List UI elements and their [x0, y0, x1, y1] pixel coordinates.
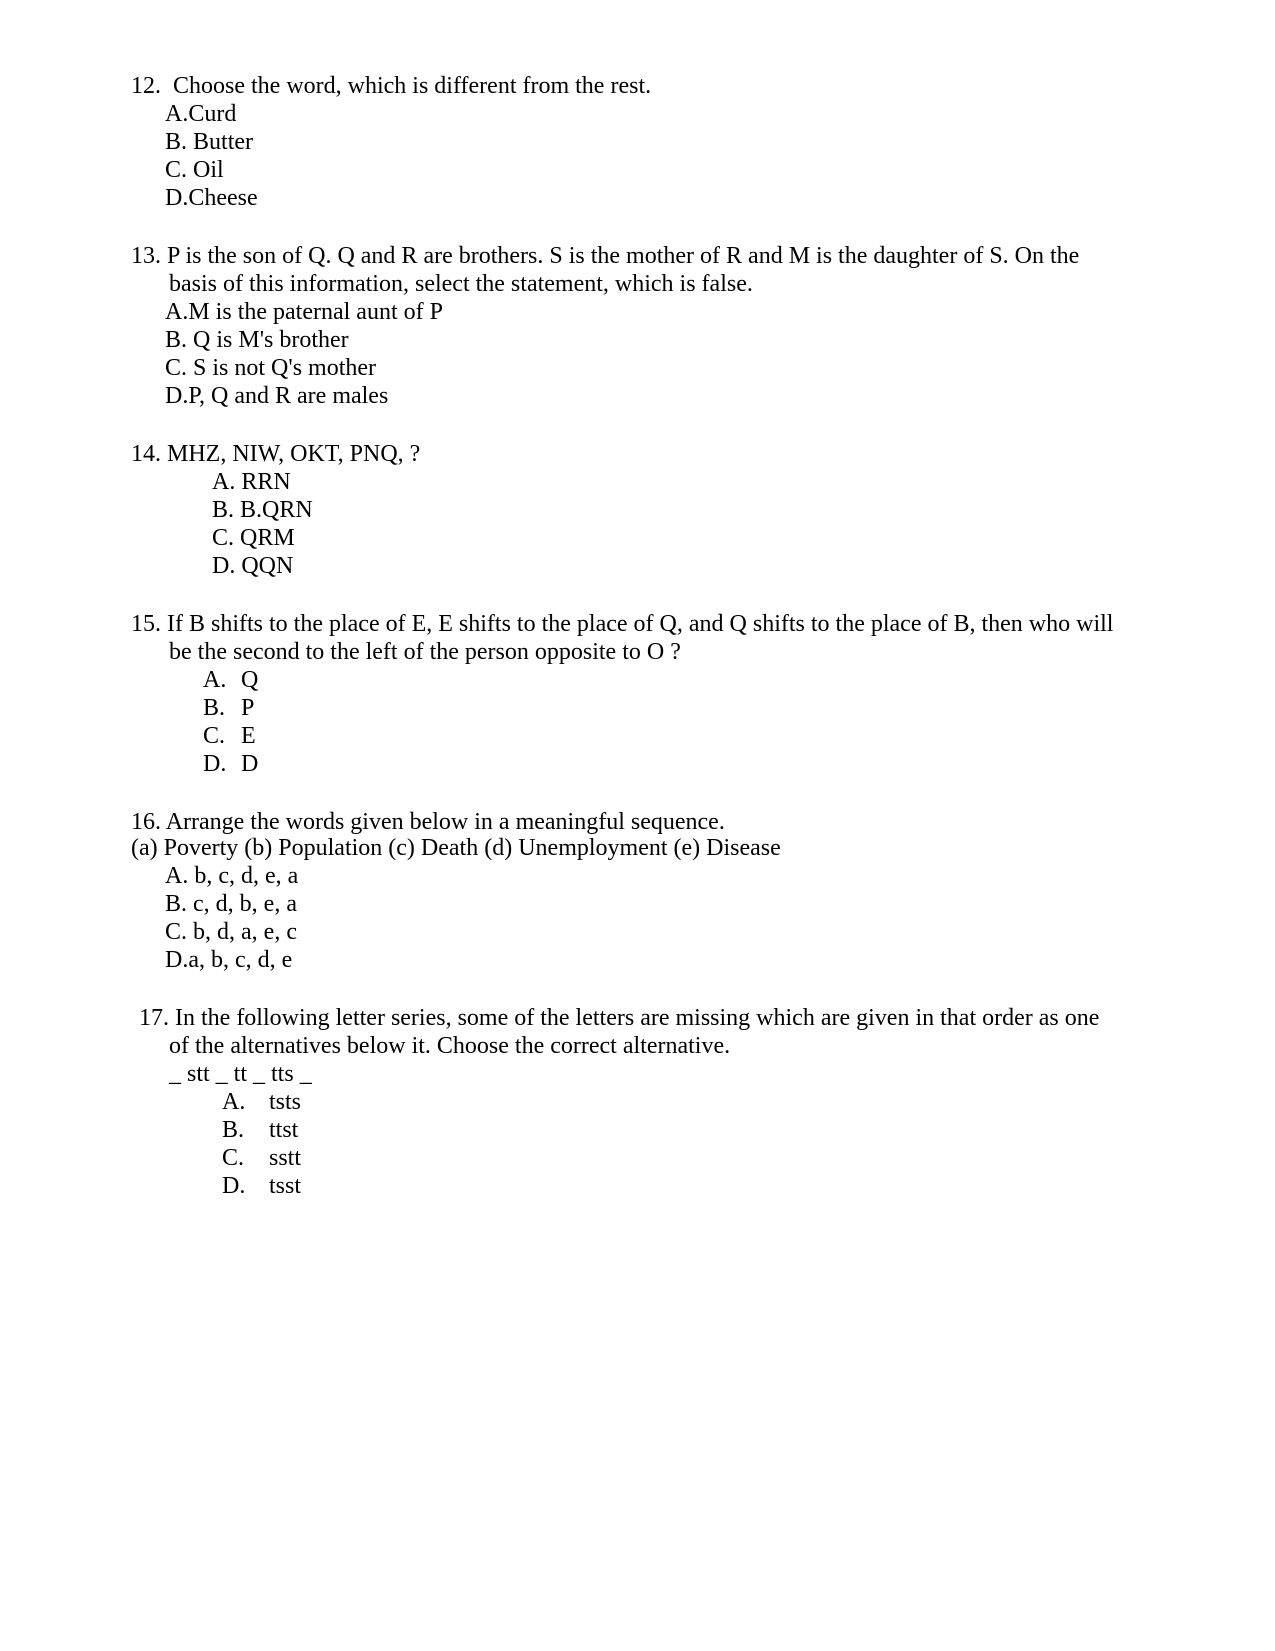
option-label: D. [222, 1173, 246, 1199]
q12-option-d [165, 184, 258, 212]
option-text: Q [241, 667, 259, 693]
q15-option-d [203, 750, 258, 778]
q17-option-c [222, 1144, 301, 1172]
q17-text-line1: In the following letter series, some of the letters are missing which are given in that order as one [175, 1005, 1100, 1031]
q12-text: Choose the word, which is different from the rest. [173, 73, 652, 99]
q17-option-b [222, 1116, 298, 1144]
option-text: M is the paternal aunt of P [188, 299, 443, 325]
option-label: C. [203, 723, 226, 749]
option-text: b, d, a, e, c [193, 919, 297, 945]
option-label: D. [165, 947, 189, 973]
q15-option-b [203, 694, 254, 722]
option-label: D. [165, 383, 189, 409]
q14-option-d [212, 552, 293, 580]
option-label: C. [165, 355, 188, 381]
q12-option-c [165, 156, 224, 184]
q15-question [131, 610, 1113, 638]
option-text: Cheese [188, 185, 258, 211]
q13-question [131, 242, 1079, 270]
option-label: A. [165, 863, 189, 889]
q13-number: 13. [131, 243, 161, 269]
option-text: c, d, b, e, a [193, 891, 297, 917]
q13-option-d [165, 382, 388, 410]
q16-option-b [165, 890, 297, 918]
q16-option-a [165, 862, 298, 890]
option-text: Q is M's brother [193, 327, 349, 353]
option-text: QQN [241, 553, 294, 579]
q13-text-line1: P is the son of Q. Q and R are brothers. S is the mother of R and M is the daughter of S. On the [167, 243, 1080, 269]
option-text: sstt [269, 1145, 302, 1171]
option-text: RRN [241, 469, 291, 495]
option-label: D. [165, 185, 189, 211]
option-text: Butter [193, 129, 254, 155]
option-label: C. [165, 157, 188, 183]
q17-series [169, 1060, 312, 1088]
q17-number: 17. [139, 1005, 169, 1031]
q14-text: MHZ, NIW, OKT, PNQ, ? [167, 441, 421, 467]
q14-option-c [212, 524, 295, 552]
q17-series-text: _ stt _ tt _ tts _ [169, 1061, 312, 1087]
q13-question-cont [169, 270, 753, 298]
option-label: B. [203, 695, 226, 721]
q13-option-b [165, 326, 349, 354]
q17-option-a [222, 1088, 301, 1116]
q14-option-b [212, 496, 313, 524]
q15-option-c [203, 722, 256, 750]
q15-number: 15. [131, 611, 161, 637]
option-label: B. [165, 327, 188, 353]
option-text: B.QRN [240, 497, 313, 523]
q16-option-d [165, 946, 292, 974]
option-text: QRM [240, 525, 295, 551]
option-text: D [241, 751, 259, 777]
option-label: A. [165, 101, 189, 127]
option-label: B. [212, 497, 235, 523]
option-label: B. [165, 129, 188, 155]
q16-words-text: (a) Poverty (b) Population (c) Death (d) Unemployment (e) Disease [131, 835, 781, 861]
q15-text-line1: If B shifts to the place of E, E shifts to the place of Q, and Q shifts to the place of B, then who will [167, 611, 1114, 637]
option-text: P [241, 695, 255, 721]
q13-text-line2: basis of this information, select the statement, which is false. [169, 271, 753, 297]
option-label: B. [222, 1117, 245, 1143]
q12-question [131, 72, 651, 100]
option-label: A. [222, 1089, 246, 1115]
q13-option-c [165, 354, 376, 382]
q12-option-a [165, 100, 236, 128]
q17-question-cont [169, 1032, 730, 1060]
q14-option-a [212, 468, 291, 496]
option-label: C. [212, 525, 235, 551]
option-text: tsts [269, 1089, 302, 1115]
option-label: B. [165, 891, 188, 917]
option-label: A. [203, 667, 227, 693]
q16-text: Arrange the words given below in a meaningful sequence. [165, 809, 725, 835]
q13-option-a [165, 298, 443, 326]
option-text: a, b, c, d, e [188, 947, 293, 973]
q17-option-d [222, 1172, 301, 1200]
q14-question [131, 440, 420, 468]
option-label: A. [165, 299, 189, 325]
option-label: C. [165, 919, 188, 945]
option-text: b, c, d, e, a [194, 863, 299, 889]
option-text: Oil [193, 157, 224, 183]
q16-option-c [165, 918, 297, 946]
option-label: D. [203, 751, 227, 777]
q15-question-cont [169, 638, 681, 666]
q17-text-line2: of the alternatives below it. Choose the correct alternative. [169, 1033, 731, 1059]
q17-question [139, 1004, 1099, 1032]
q16-number: 16. [131, 809, 161, 835]
option-text: S is not Q's mother [193, 355, 377, 381]
q15-option-a [203, 666, 258, 694]
option-text: E [241, 723, 256, 749]
q16-words [131, 834, 781, 862]
option-label: D. [212, 553, 236, 579]
q12-option-b [165, 128, 253, 156]
q16-question [131, 808, 725, 836]
q15-text-line2: be the second to the left of the person opposite to O ? [169, 639, 681, 665]
option-label: A. [212, 469, 236, 495]
q12-number: 12. [131, 73, 161, 99]
option-text: tsst [269, 1173, 302, 1199]
option-text: ttst [269, 1117, 299, 1143]
option-label: C. [222, 1145, 245, 1171]
q14-number: 14. [131, 441, 161, 467]
option-text: P, Q and R are males [188, 383, 389, 409]
option-text: Curd [188, 101, 237, 127]
